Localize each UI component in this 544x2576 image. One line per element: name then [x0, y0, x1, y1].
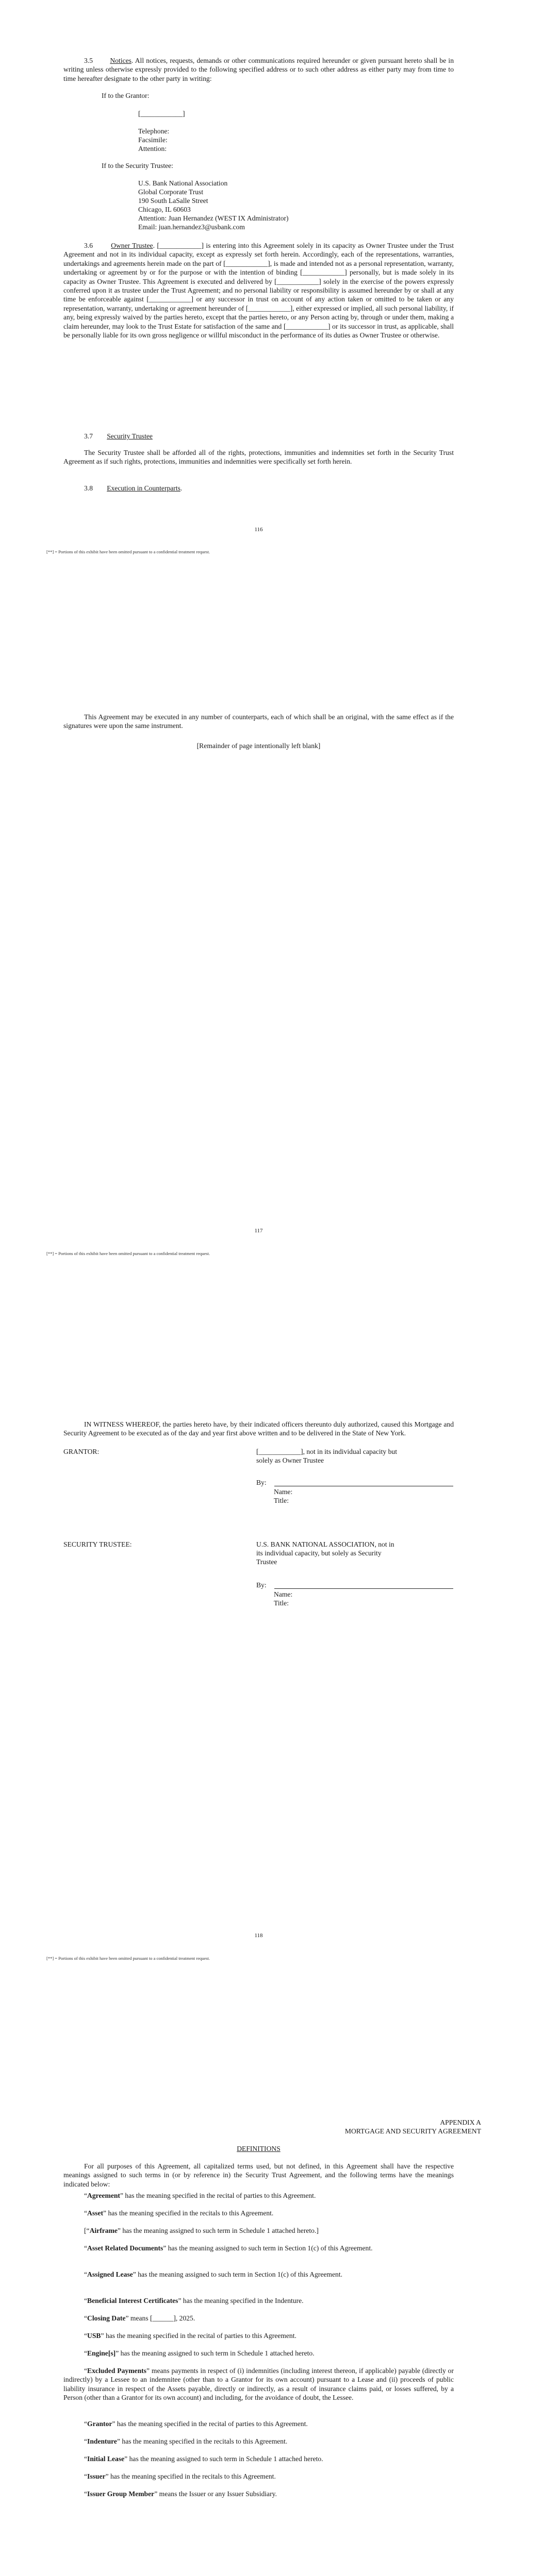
trustee-address-1: U.S. Bank National Association	[138, 179, 228, 187]
name-label: Name:	[274, 1590, 293, 1598]
grantor-party-1: [____________], not in its individual capacity but	[256, 1448, 397, 1455]
definition-item: “Issuer” has the meaning specified in the recitals to this Agreement.	[84, 2472, 276, 2480]
definition-term: Grantor	[87, 2420, 112, 2428]
definition-term: Agreement	[87, 2192, 120, 2199]
section-3-8-heading: 3.8 Execution in Counterparts.	[84, 484, 183, 492]
section-title: Execution in Counterparts	[107, 484, 180, 492]
definition-item: “Initial Lease” has the meaning assigned to such term in Schedule 1 attached hereto.	[84, 2455, 323, 2463]
trustee-address-5: Attention: Juan Hernandez (WEST IX Administrator)	[138, 214, 289, 222]
definition-item: [“Airframe” has the meaning assigned to such term in Schedule 1 attached hereto.]	[84, 2227, 319, 2234]
title-label: Title:	[274, 1599, 289, 1607]
definition-term: Issuer	[87, 2472, 106, 2480]
page-number: 117	[254, 1228, 263, 1234]
by-label: By:	[256, 1581, 267, 1589]
appendix-title: MORTGAGE AND SECURITY AGREEMENT	[344, 2127, 481, 2135]
section-number: 3.8	[84, 484, 93, 492]
trustee-address-3: 190 South LaSalle Street	[138, 197, 208, 205]
page-number: 118	[254, 1933, 263, 1939]
section-title: Notices	[110, 57, 131, 64]
section-text: . [____________] is entering into this Agreement solely in its capacity as Owner Trustee under the Trust Agreement and not in its individual capacity, except as expressly set forth herein. Accordingly, each of the representations, warranties, undertakings and agreements herein made on the part of [____________], is made and intended not as a personal representation, warranty, undertaking or agreement by or for the purpose or with the intention of binding [____________] personally, but is made solely in its capacity as Owner Trustee. This Agreement is executed and delivered by [____________] solely in the exercise of the powers expressly conferred upon it as trustee under the Trust Agreement; and no personal liability or responsibility is assumed hereunder by or shall at any time be enforceable against [____________] or any successor in trust on account of any action taken or omitted to be taken or any representation, warranty, undertaking or agreement hereunder of [____________], either expressed or implied, all such personal liability, if any, being expressly waived by the parties hereto, except that the parties hereto, or any Person acting by, through or under them, making a claim hereunder, may look to the Trust Estate for satisfaction of the same and [____________] or its successor in trust, as applicable, shall be personally liable for its own gross negligence or willful misconduct in the performance of its duties as Owner Trustee or otherwise.	[63, 242, 454, 340]
definition-term: USB	[87, 2332, 101, 2340]
confidential-footnote: [**] = Portions of this exhibit have been omitted pursuant to a confidential treatment request.	[46, 1251, 210, 1256]
definition-item: “Grantor” has the meaning specified in the recital of parties to this Agreement.	[84, 2420, 308, 2428]
witness-text: IN WITNESS WHEREOF, the parties hereto have, by their indicated officers thereunto duly authorized, caused this Mortgage and Security Agreement to be executed as of the day and year first above written and to be delivered in the State of New York.	[63, 1420, 454, 1437]
section-title: Security Trustee	[107, 432, 153, 440]
attention-label: Attention:	[138, 145, 167, 152]
definition-term: Indenture	[87, 2437, 117, 2445]
definition-term: Initial Lease	[87, 2455, 125, 2463]
confidential-footnote: [**] = Portions of this exhibit have been omitted pursuant to a confidential treatment request.	[46, 549, 210, 554]
trustee-email: Email: juan.hernandez3@usbank.com	[138, 223, 245, 231]
section-number: 3.6	[84, 242, 93, 249]
telephone-label: Telephone:	[138, 127, 170, 135]
section-number: 3.5	[84, 57, 93, 64]
definition-item: “Indenture” has the meaning specified in the recitals to this Agreement.	[84, 2437, 288, 2445]
trustee-party-1: U.S. BANK NATIONAL ASSOCIATION, not in	[256, 1540, 394, 1548]
title-label: Title:	[274, 1497, 289, 1504]
page-number: 116	[254, 527, 263, 533]
definition-term: Assigned Lease	[87, 2270, 133, 2278]
definition-item: “Asset Related Documents” has the meaning assigned to such term in Section 1(c) of this Agreement.	[84, 2244, 373, 2252]
definition-item: “Assigned Lease” has the meaning assigned to such term in Section 1(c) of this Agreement.	[84, 2270, 343, 2278]
by-label: By:	[256, 1479, 267, 1486]
section-number: 3.7	[84, 432, 93, 440]
counterparts-text: This Agreement may be executed in any number of counterparts, each of which shall be an original, with the same effect as if the signatures were upon the same instrument.	[63, 713, 454, 730]
section-title: Owner Trustee	[111, 242, 153, 249]
definition-term: Asset Related Documents	[87, 2244, 163, 2252]
definition-term: Excluded Payments	[87, 2367, 146, 2375]
definitions-intro: For all purposes of this Agreement, all capitalized terms used, but not defined, in this Agreement shall have the respective meanings assigned to such terms in (or by reference in) the Security Trust Agreement, and the following terms have the meanings indicated below:	[63, 2162, 454, 2188]
grantor-heading: If to the Grantor:	[102, 92, 150, 99]
definition-term: Asset	[87, 2209, 104, 2217]
trustee-address-4: Chicago, IL 60603	[138, 206, 191, 213]
section-3-7-text: The Security Trustee shall be afforded all of the rights, protections, immunities and indemnities set forth in the Security Trust Agreement as if such rights, protections, immunities and indemnities were specifically set forth herein.	[63, 449, 454, 466]
definition-term: Engine[s]	[87, 2349, 116, 2357]
grantor-label: GRANTOR:	[63, 1448, 100, 1455]
definition-item: “Excluded Payments” means payments in respect of (i) indemnities (including interest thereon, if applicable) payable (directly or indirectly) by a Lessee to an indemnitee (other than to a Grantor for its own account) pursuant to a Lease and (ii) proceeds of public liability insurance in respect of the Assets payable, directly or indirectly, as a result of insurance claims paid, or losses suffered, by a Person (other than a Grantor for its own account) and including, for the avoidance of doubt, the Lessee.	[63, 2367, 454, 2402]
grantor-party-2: solely as Owner Trustee	[256, 1456, 324, 1464]
security-trustee-label: SECURITY TRUSTEE:	[63, 1540, 132, 1548]
definitions-heading: DEFINITIONS	[237, 2145, 281, 2153]
definition-term: Closing Date	[87, 2314, 126, 2322]
definition-item: “Closing Date” means [______], 2025.	[84, 2314, 195, 2322]
definition-item: “Agreement” has the meaning specified in the recital of parties to this Agreement.	[84, 2192, 316, 2199]
definition-term: Beneficial Interest Certificates	[87, 2297, 178, 2304]
section-text: . All notices, requests, demands or other communications required hereunder or given pursuant hereto shall be in writing unless otherwise expressly provided to the following specified address or to such other address as either party may from time to time hereafter designate to the other party in writing:	[63, 57, 454, 82]
grantor-blank: [____________]	[138, 110, 185, 117]
definition-item: “USB” has the meaning specified in the recital of parties to this Agreement.	[84, 2332, 296, 2340]
confidential-footnote: [**] = Portions of this exhibit have been omitted pursuant to a confidential treatment request.	[46, 1956, 210, 1961]
definition-item: “Beneficial Interest Certificates” has the meaning specified in the Indenture.	[84, 2297, 304, 2304]
definition-term: Issuer Group Member	[87, 2490, 155, 2498]
blank-page-notice: [Remainder of page intentionally left blank]	[196, 742, 321, 750]
definition-term: Airframe	[89, 2227, 118, 2234]
trustee-heading: If to the Security Trustee:	[102, 162, 173, 170]
definition-item: “Engine[s]” has the meaning assigned to such term in Schedule 1 attached hereto.	[84, 2349, 315, 2357]
definition-item: “Asset” has the meaning specified in the recitals to this Agreement.	[84, 2209, 274, 2217]
facsimile-label: Facsimile:	[138, 136, 168, 144]
appendix-label: APPENDIX A	[440, 2119, 481, 2126]
trustee-address-2: Global Corporate Trust	[138, 188, 204, 196]
trustee-party-2: its individual capacity, but solely as Security	[256, 1549, 382, 1557]
name-label: Name:	[274, 1488, 293, 1496]
trustee-party-3: Trustee	[256, 1558, 277, 1566]
definition-item: “Issuer Group Member” means the Issuer or any Issuer Subsidiary.	[84, 2490, 277, 2498]
